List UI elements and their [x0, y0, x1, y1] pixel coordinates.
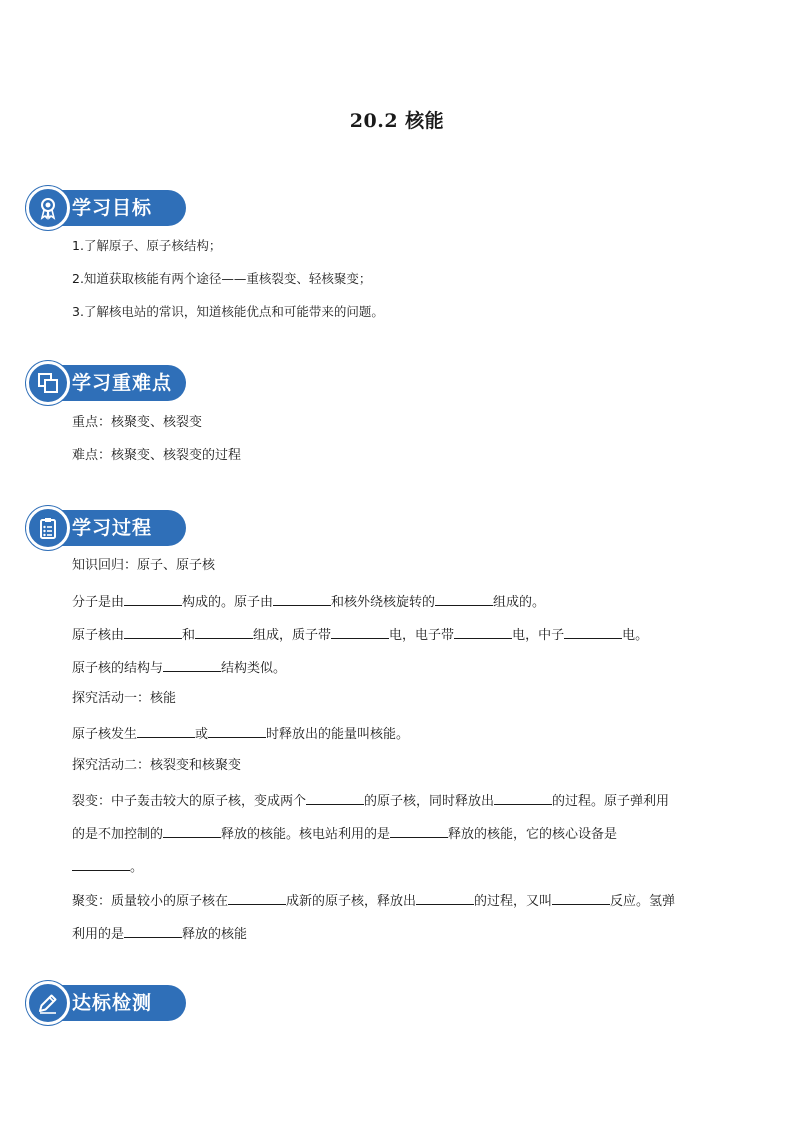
fill-line: 裂变：中子轰击较大的原子核，变成两个 的原子核，同时释放出 的过程。原子弹利用: [72, 790, 669, 811]
page-title: 20.2 核能: [349, 110, 445, 132]
section-title: 学习目标: [72, 197, 153, 219]
answer-blank[interactable]: [435, 591, 493, 606]
review-heading: 知识回归：原子、原子核: [72, 558, 216, 573]
answer-blank[interactable]: [208, 723, 266, 738]
clipboard-checklist-icon: [26, 506, 70, 550]
answer-blank[interactable]: [137, 723, 195, 738]
stacked-pages-icon: [26, 361, 70, 405]
fill-line: 原子核发生 或 时释放出的能量叫核能。: [72, 723, 409, 744]
section-header-test: [26, 981, 186, 1025]
goal-item: 1.了解原子、原子核结构；: [72, 238, 222, 253]
answer-blank[interactable]: [552, 890, 610, 905]
goal-item: 2.知道获取核能有两个途径——重核裂变、轻核聚变；: [72, 271, 372, 286]
answer-blank[interactable]: [72, 856, 130, 871]
fill-line: 利用的是 释放的核能: [72, 923, 247, 944]
answer-blank[interactable]: [454, 624, 512, 639]
answer-blank[interactable]: [195, 624, 253, 639]
fill-line: 的是不加控制的 释放的核能。核电站利用的是 释放的核能，它的核心设备是: [72, 823, 617, 844]
activity-heading: 探究活动一：核能: [72, 691, 177, 706]
fill-line: 分子是由 构成的。原子由 和核外绕核旋转的 组成的。: [72, 591, 545, 612]
section-title: 学习重难点: [72, 372, 173, 394]
answer-blank[interactable]: [124, 923, 182, 938]
section-title: 达标检测: [72, 992, 153, 1014]
answer-blank[interactable]: [564, 624, 622, 639]
section-header-key-points: [26, 361, 186, 405]
award-ribbon-icon: [26, 186, 70, 230]
fill-line: 原子核由 和 组成，质子带 电，电子带 电，中子 电。: [72, 624, 648, 645]
answer-blank[interactable]: [124, 624, 182, 639]
answer-blank[interactable]: [163, 823, 221, 838]
answer-blank[interactable]: [124, 591, 182, 606]
fill-line: 。: [72, 856, 143, 877]
answer-blank[interactable]: [331, 624, 389, 639]
key-point-item: 难点：核聚变、核裂变的过程: [72, 448, 242, 463]
fill-line: 聚变：质量较小的原子核在 成新的原子核，释放出 的过程，又叫 反应。氢弹: [72, 890, 675, 911]
key-point-item: 重点：核聚变、核裂变: [72, 415, 203, 430]
section-header-goals: [26, 186, 186, 230]
goal-item: 3.了解核电站的常识，知道核能优点和可能带来的问题。: [72, 304, 384, 319]
answer-blank[interactable]: [163, 657, 221, 672]
answer-blank[interactable]: [306, 790, 364, 805]
section-title: 学习过程: [72, 517, 153, 539]
activity-heading: 探究活动二：核裂变和核聚变: [72, 758, 242, 773]
answer-blank[interactable]: [228, 890, 286, 905]
answer-blank[interactable]: [390, 823, 448, 838]
section-header-process: [26, 506, 186, 550]
pencil-icon: [26, 981, 70, 1025]
answer-blank[interactable]: [273, 591, 331, 606]
answer-blank[interactable]: [416, 890, 474, 905]
answer-blank[interactable]: [494, 790, 552, 805]
fill-line: 原子核的结构与 结构类似。: [72, 657, 286, 678]
